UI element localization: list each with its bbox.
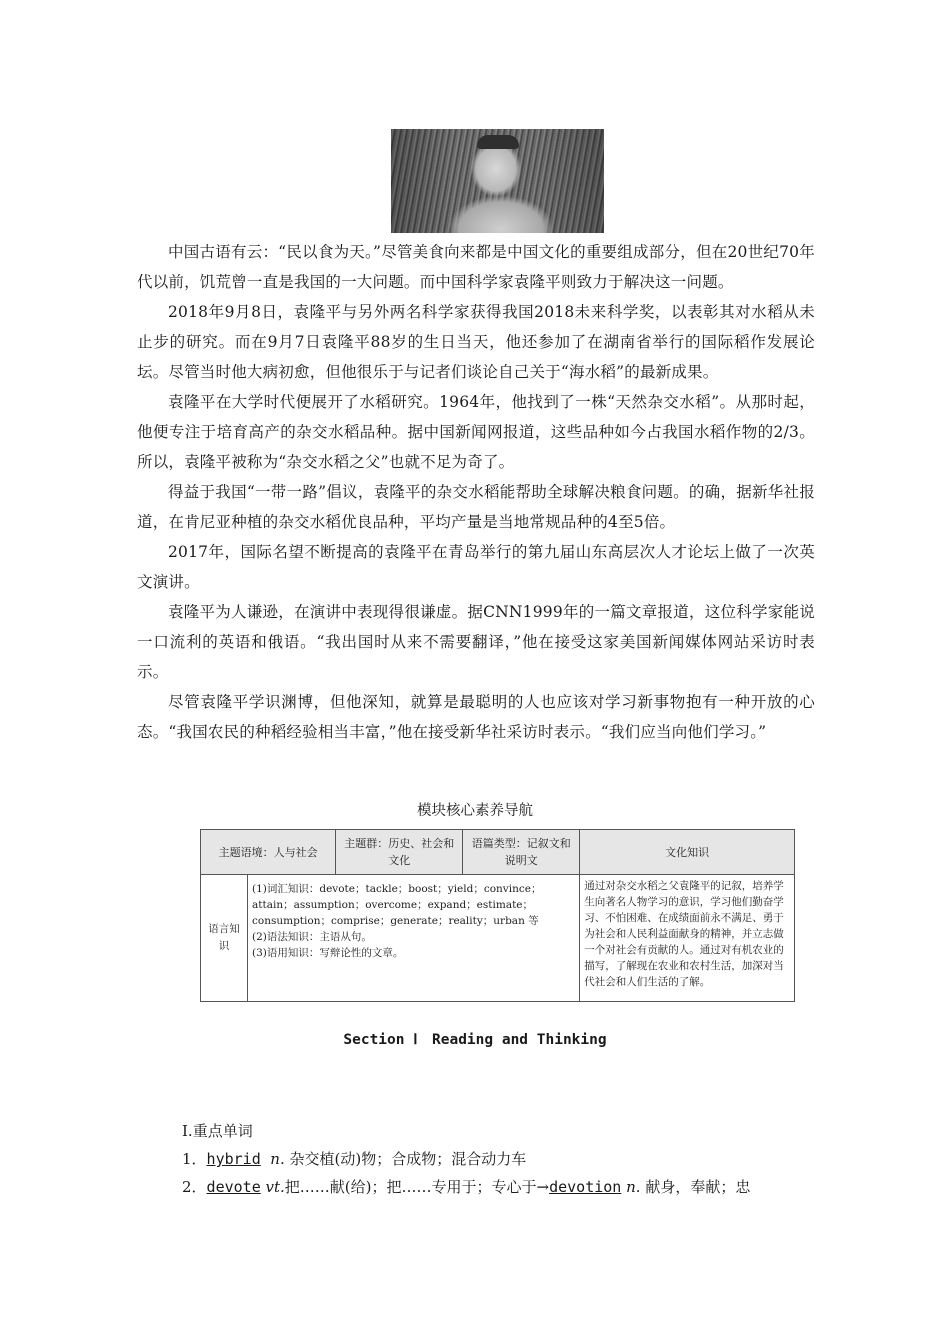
vocab-derived-pos: n. bbox=[626, 1178, 641, 1196]
language-item: (2)语法知识：主语从句。 bbox=[252, 931, 372, 943]
language-item: (1)词汇知识：devote；tackle；boost；yield；convince；attain；assumption；overcome；expand；estimate；consumption；comprise；generate；reality；urban 等 bbox=[252, 883, 542, 927]
core-literacy-table bbox=[200, 829, 795, 1002]
article-paragraph: 袁隆平为人谦逊，在演讲中表现得很谦虚。据CNN1999年的一篇文章报道，这位科学家能说一口流利的英语和俄语。“我出国时从来不需要翻译，”他在接受这家美国新闻媒体网站采访时表示。 bbox=[137, 603, 815, 681]
vocab-word: devote bbox=[206, 1178, 261, 1196]
section-title: Section Ⅰ Reading and Thinking bbox=[343, 1032, 607, 1048]
vocab-meaning: 把……献(给)；把……专用于；专心于→ bbox=[284, 1178, 550, 1196]
vocabulary-heading: Ⅰ.重点单词 bbox=[182, 1122, 253, 1140]
navigation-title: 模块核心素养导航 bbox=[417, 803, 533, 819]
article-paragraph: 袁隆平在大学时代便展开了水稻研究。1964年，他找到了一株“天然杂交水稻”。从那时起，他便专注于培育高产的杂交水稻品种。据中国新闻网报道，这些品种如今占我国水稻作物的2/3。所以，袁隆平被称为“杂交水稻之父”也就不足为奇了。 bbox=[137, 393, 815, 471]
header-text-type: 语篇类型：记叙文和说明文 bbox=[463, 830, 580, 875]
article-body bbox=[137, 237, 815, 747]
row-label-language: 语言知识 bbox=[201, 875, 248, 1002]
vocab-number: 1． bbox=[182, 1150, 207, 1168]
photo-vignette bbox=[391, 129, 604, 233]
vocab-word: hybrid bbox=[206, 1150, 261, 1168]
article-paragraph: 得益于我国“一带一路”倡议，袁隆平的杂交水稻能帮助全球解决粮食问题。的确，据新华社报道，在肯尼亚种植的杂交水稻优良品种，平均产量是当地常规品种的4至5倍。 bbox=[137, 483, 815, 531]
article-paragraph: 尽管袁隆平学识渊博，但他深知，就算是最聪明的人也应该对学习新事物抱有一种开放的心态。“我国农民的种稻经验相当丰富，”他在接受新华社采访时表示。“我们应当向他们学习。” bbox=[137, 693, 815, 741]
header-culture: 文化知识 bbox=[580, 830, 795, 875]
article-paragraph: 中国古语有云：“民以食为天。”尽管美食向来都是中国文化的重要组成部分，但在20世纪70年代以前，饥荒曾一直是我国的一大问题。而中国科学家袁隆平则致力于解决这一问题。 bbox=[137, 243, 815, 291]
vocab-pos: n. bbox=[270, 1150, 285, 1168]
yuan-longping-photo bbox=[391, 129, 604, 233]
header-context: 主题语境：人与社会 bbox=[201, 830, 336, 875]
vocab-pos: vt. bbox=[265, 1178, 285, 1196]
article-paragraph: 2018年9月8日，袁隆平与另外两名科学家获得我国2018未来科学奖，以表彰其对水稻从未止步的研究。而在9月7日袁隆平88岁的生日当天，他还参加了在湖南省举行的国际稻作发展论坛。尽管当时他大病初愈，但他很乐于与记者们谈论自己关于“海水稻”的最新成果。 bbox=[137, 303, 815, 381]
vocab-meaning: 杂交植(动)物；合成物；混合动力车 bbox=[284, 1150, 527, 1168]
vocab-derived-word: devotion bbox=[549, 1178, 622, 1196]
article-paragraph: 2017年，国际名望不断提高的袁隆平在青岛举行的第九届山东高层次人才论坛上做了一次英文演讲。 bbox=[137, 543, 815, 591]
header-theme-group: 主题群：历史、社会和文化 bbox=[336, 830, 463, 875]
vocab-number: 2． bbox=[182, 1178, 207, 1196]
language-item: (3)语用知识：写辩论性的文章。 bbox=[252, 947, 404, 959]
culture-knowledge-cell: 通过对杂交水稻之父袁隆平的记叙，培养学生向著名人物学习的意识，学习他们勤奋学习、不怕困难、在成绩面前永不满足、勇于为社会和人民利益面献身的精神，并立志做一个对社会有贡献的人。通过对有机农业的描写，了解现在农业和农村生活，加深对当代社会和人们生活的了解。 bbox=[580, 875, 795, 1002]
language-knowledge-cell bbox=[248, 875, 580, 1002]
vocab-item bbox=[182, 1176, 750, 1197]
vocab-item bbox=[182, 1148, 526, 1169]
vocab-derived-meaning: 献身，奉献；忠 bbox=[640, 1178, 751, 1196]
